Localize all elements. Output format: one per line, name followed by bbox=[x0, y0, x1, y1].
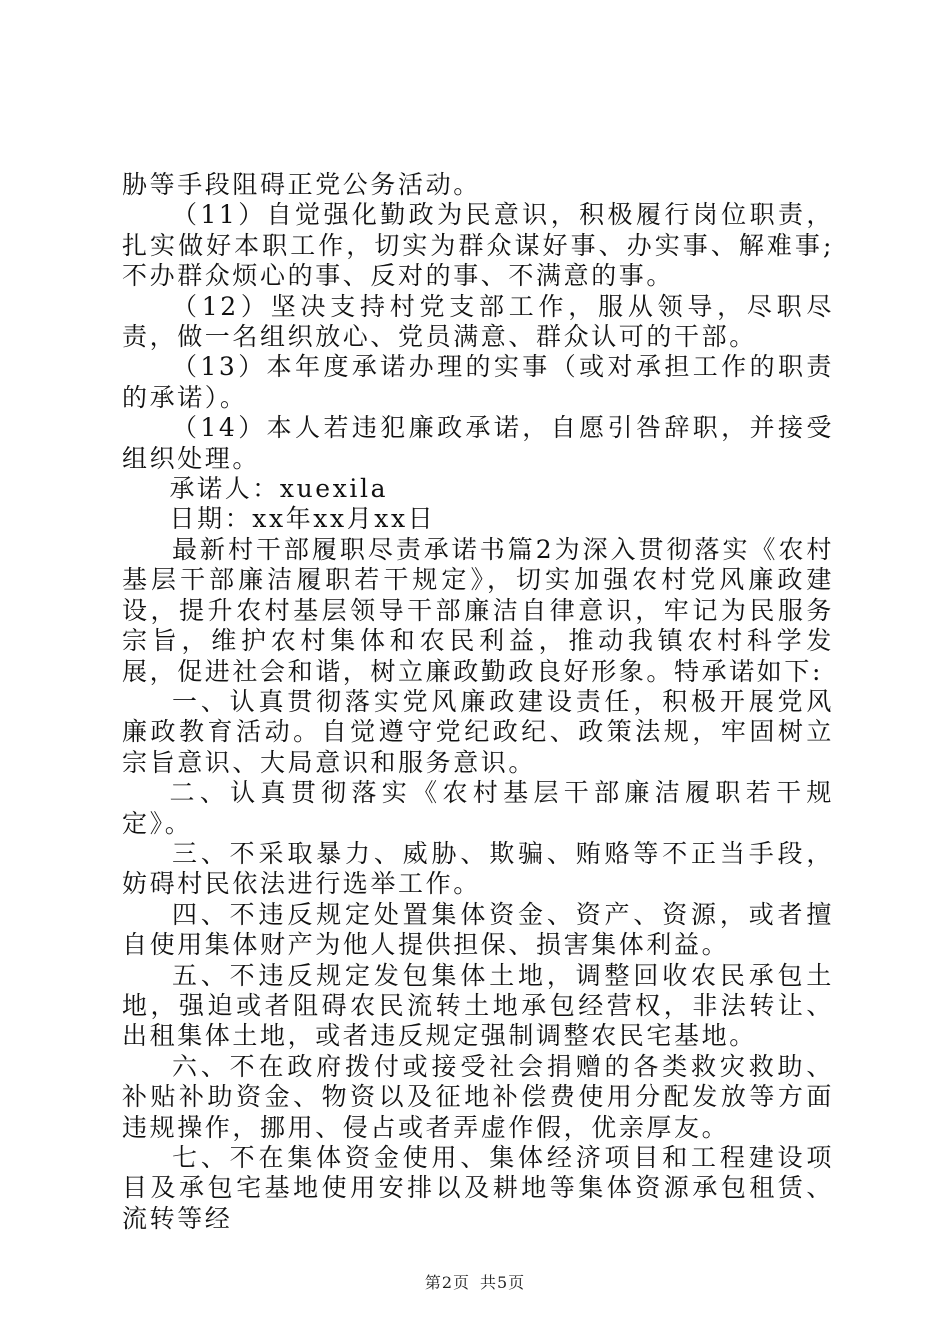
paragraph-pledge-5: 五、不违反规定发包集体土地，调整回收农民承包土地，强迫或者阻碍农民流转土地承包经营权，非法转让、出租集体土地，或者违反规定强制调整农民宅基地。 bbox=[122, 960, 834, 1051]
paragraph-continuation: 胁等手段阻碍正党公务活动。 bbox=[122, 170, 481, 199]
paragraph-pledge-7: 七、不在集体资金使用、集体经济项目和工程建设项目及承包宅基地使用安排以及耕地等集体资源承包租赁、流转等经 bbox=[122, 1143, 834, 1233]
paragraph-pledge-1: 一、认真贯彻落实党风廉政建设责任，积极开展党风廉政教育活动。自觉遵守党纪政纪、政策法规，牢固树立宗旨意识、大局意识和服务意识。 bbox=[122, 686, 834, 777]
paragraph-item-14: （14）本人若违犯廉政承诺，自愿引咎辞职，并接受组织处理。 bbox=[122, 413, 834, 473]
paragraph-pledge-3: 三、不采取暴力、威胁、欺骗、贿赂等不正当手段，妨碍村民依法进行选举工作。 bbox=[122, 838, 834, 899]
date-line: 日期：xx年xx月xx日 bbox=[169, 504, 436, 534]
paragraph-item-13: （13）本年度承诺办理的实事（或对承担工作的职责的承诺）。 bbox=[122, 352, 834, 412]
paragraph-pledge-2: 二、认真贯彻落实《农村基层干部廉洁履职若干规定》。 bbox=[122, 778, 834, 838]
paragraph-pledge-6: 六、不在政府拨付或接受社会捐赠的各类救灾救助、补贴补助资金、物资以及征地补偿费使用分配发放等方面违规操作，挪用、侵占或者弄虚作假，优亲厚友。 bbox=[122, 1051, 834, 1142]
paragraph-intro-article-2: 最新村干部履职尽责承诺书篇2为深入贯彻落实《农村基层干部廉洁履职若干规定》，切实加强农村党风廉政建设，提升农村基层领导干部廉洁自律意识，牢记为民服务宗旨，维护农村集体和农民利益，推动我镇农村科学发展，促进社会和谐，树立廉政勤政良好形象。特承诺如下: bbox=[122, 534, 834, 686]
page-footer bbox=[0, 1273, 950, 1293]
page-number: 第2页 bbox=[424, 1273, 470, 1292]
signatory-line: 承诺人：xuexila bbox=[169, 474, 389, 504]
paragraph-item-12: （12）坚决支持村党支部工作，服从领导，尽职尽责，做一名组织放心、党员满意、群众认可的干部。 bbox=[122, 291, 834, 352]
paragraph-pledge-4: 四、不违反规定处置集体资金、资产、资源，或者擅自使用集体财产为他人提供担保、损害集体利益。 bbox=[122, 899, 834, 960]
page-total: 共5页 bbox=[480, 1273, 526, 1292]
paragraph-item-11: （11）自觉强化勤政为民意识，积极履行岗位职责，扎实做好本职工作，切实为群众谋好事、办实事、解难事;不办群众烦心的事、反对的事、不满意的事。 bbox=[122, 200, 834, 291]
document-body bbox=[122, 170, 834, 1234]
